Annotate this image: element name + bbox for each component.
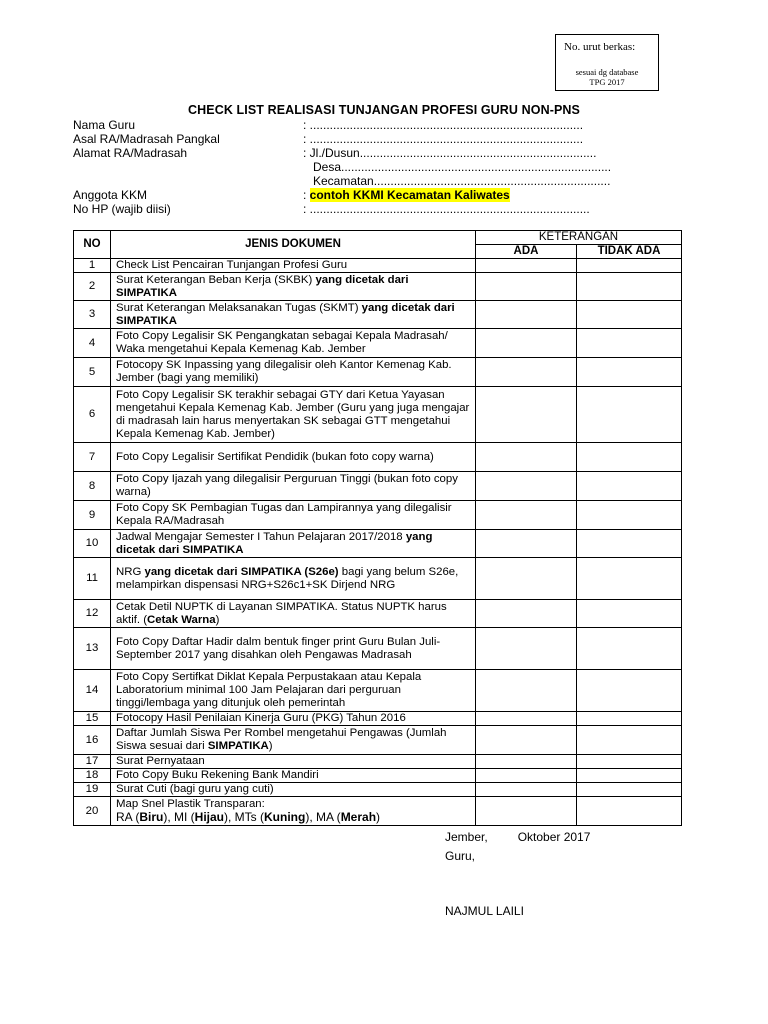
table-row [74, 600, 682, 628]
cell-tidak-ada[interactable] [577, 600, 682, 628]
hp-value: : .................................................................................... [303, 202, 590, 216]
cell-ada[interactable] [476, 670, 577, 712]
table-header-row [74, 231, 682, 245]
row-number: 11 [74, 558, 111, 600]
nama-value: : .................................................................................. [303, 118, 584, 132]
table-row [74, 501, 682, 530]
cell-ada[interactable] [476, 769, 577, 783]
header-jenis-dokumen: JENIS DOKUMEN [111, 231, 476, 259]
table-row [74, 329, 682, 358]
row-number: 18 [74, 769, 111, 783]
row-document [111, 358, 476, 387]
cell-tidak-ada[interactable] [577, 329, 682, 358]
cell-tidak-ada[interactable] [577, 769, 682, 783]
cell-tidak-ada[interactable] [577, 797, 682, 826]
row-document [111, 600, 476, 628]
row-text-bold: yang dicetak dari SIMPATIKA [116, 530, 433, 556]
row-text: Surat Keterangan Beban Kerja (SKBK) [116, 273, 316, 286]
cell-tidak-ada[interactable] [577, 628, 682, 670]
row-text: Foto Copy Legalisir SK Pengangkatan sebagai Kepala Madrasah/ Waka mengetahui Kepala Kemenag Kab. Jember [116, 330, 448, 355]
row-document [111, 712, 476, 726]
table-row [74, 670, 682, 712]
row-text-bold: yang dicetak dari SIMPATIKA [116, 273, 409, 299]
cell-ada[interactable] [476, 755, 577, 769]
cell-tidak-ada[interactable] [577, 273, 682, 301]
cell-ada[interactable] [476, 273, 577, 301]
row-number: 8 [74, 472, 111, 501]
row-text-tail: bagi yang belum S26e, melampirkan dispensasi NRG+S26c1+SK Dirjend NRG [116, 565, 459, 591]
cell-ada[interactable] [476, 329, 577, 358]
row-text: Foto Copy Daftar Hadir dalm bentuk finger print Guru Bulan Juli-September 2017 yang disahkan oleh Pengawas Madrasah [116, 635, 441, 661]
cell-tidak-ada[interactable] [577, 783, 682, 797]
file-number-note-line1: sesuai dg database [575, 67, 639, 77]
row-number: 6 [74, 387, 111, 443]
cell-ada[interactable] [476, 259, 577, 273]
row-number: 9 [74, 501, 111, 530]
table-row [74, 273, 682, 301]
cell-tidak-ada[interactable] [577, 670, 682, 712]
table-row [74, 387, 682, 443]
cell-tidak-ada[interactable] [577, 530, 682, 558]
row-number: 3 [74, 301, 111, 329]
row-document [111, 301, 476, 329]
table-row [74, 726, 682, 755]
cell-ada[interactable] [476, 558, 577, 600]
cell-tidak-ada[interactable] [577, 387, 682, 443]
kkm-prefix: : [303, 188, 310, 202]
row-number: 5 [74, 358, 111, 387]
file-number-note [556, 67, 658, 87]
header-ada: ADA [476, 245, 577, 259]
row-number: 20 [74, 797, 111, 826]
row-document [111, 501, 476, 530]
document-checklist-table [73, 230, 682, 826]
cell-ada[interactable] [476, 600, 577, 628]
row-text-bold: SIMPATIKA [207, 740, 269, 752]
row-document [111, 259, 476, 273]
row-document [111, 797, 476, 826]
alamat-label: Alamat RA/Madrasah [73, 146, 188, 160]
folder-end: ) [376, 810, 381, 824]
row-number: 7 [74, 443, 111, 472]
header-no: NO [74, 231, 111, 259]
folder-mts: ), MTs ( [224, 810, 265, 824]
table-row [74, 443, 682, 472]
row-text: Foto Copy Buku Rekening Bank Mandiri [116, 769, 319, 781]
row-number: 12 [74, 600, 111, 628]
folder-ra: RA ( [116, 810, 140, 824]
row-number: 16 [74, 726, 111, 755]
row-document [111, 726, 476, 755]
table-row [74, 783, 682, 797]
cell-ada[interactable] [476, 358, 577, 387]
file-number-box [555, 34, 659, 91]
alamat-value: : Jl./Dusun....................................................................... [303, 146, 597, 160]
row-text: Map Snel Plastik Transparan: [116, 798, 265, 810]
folder-ma-color: Merah [340, 810, 377, 824]
header-tidak-ada: TIDAK ADA [577, 245, 682, 259]
folder-ra-color: Biru [139, 810, 164, 824]
row-document [111, 769, 476, 783]
folder-colors-line [116, 811, 470, 824]
table-row [74, 472, 682, 501]
row-document [111, 670, 476, 712]
row-document [111, 273, 476, 301]
kkm-value-wrap [303, 188, 510, 202]
row-text: Foto Copy Legalisir SK terakhir sebagai GTY dari Ketua Yayasan mengetahui Kepala Kemenag Kab. Jember (Guru yang juga mengajar di madrasah lain harus menyertakan SK sebagai GTT mengetahui Kepala Kemenag Kab. Jember) [116, 388, 470, 440]
row-text: Jadwal Mengajar Semester I Tahun Pelajaran 2017/2018 [116, 530, 406, 543]
file-number-label: No. urut berkas: [564, 41, 636, 53]
row-number: 1 [74, 259, 111, 273]
cell-ada[interactable] [476, 301, 577, 329]
cell-ada[interactable] [476, 472, 577, 501]
table-row [74, 558, 682, 600]
cell-ada[interactable] [476, 443, 577, 472]
row-text-bold: yang dicetak dari SIMPATIKA [116, 301, 455, 327]
cell-ada[interactable] [476, 783, 577, 797]
row-text: Daftar Jumlah Siswa Per Rombel mengetahui Pengawas (Jumlah Siswa sesuai dari [116, 727, 447, 752]
row-document [111, 387, 476, 443]
table-row [74, 259, 682, 273]
folder-mi-color: Hijau [194, 810, 225, 824]
cell-ada[interactable] [476, 797, 577, 826]
row-number: 15 [74, 712, 111, 726]
document-title: CHECK LIST REALISASI TUNJANGAN PROFESI GURU NON-PNS [188, 103, 580, 117]
table-row [74, 797, 682, 826]
row-number: 19 [74, 783, 111, 797]
cell-tidak-ada[interactable] [577, 501, 682, 530]
hp-label: No HP (wajib diisi) [73, 202, 171, 216]
signature-name: NAJMUL LAILI [445, 904, 524, 918]
signature-role: Guru, [445, 849, 476, 863]
row-text: Foto Copy SK Pembagian Tugas dan Lampirannya yang dilegalisir Kepala RA/Madrasah [116, 502, 452, 527]
row-text: Surat Keterangan Melaksanakan Tugas (SKMT) [116, 301, 362, 314]
row-number: 10 [74, 530, 111, 558]
row-text-bold: yang dicetak dari SIMPATIKA (S26e) [144, 565, 339, 578]
folder-mi: ), MI ( [163, 810, 195, 824]
row-document [111, 558, 476, 600]
cell-ada[interactable] [476, 530, 577, 558]
cell-ada[interactable] [476, 501, 577, 530]
asal-label: Asal RA/Madrasah Pangkal [73, 132, 220, 146]
cell-ada[interactable] [476, 726, 577, 755]
cell-tidak-ada[interactable] [577, 472, 682, 501]
table-row [74, 712, 682, 726]
cell-ada[interactable] [476, 628, 577, 670]
row-number: 14 [74, 670, 111, 712]
kkm-label: Anggota KKM [73, 188, 148, 202]
row-text: Surat Cuti (bagi guru yang cuti) [116, 783, 274, 795]
header-keterangan: KETERANGAN [476, 231, 682, 245]
row-text-tail: ) [268, 740, 273, 752]
row-number: 2 [74, 273, 111, 301]
row-text-tail: ) [215, 613, 220, 626]
row-document [111, 783, 476, 797]
table-row [74, 301, 682, 329]
row-text: Foto Copy Legalisir Sertifikat Pendidik (bukan foto copy warna) [116, 450, 434, 463]
cell-tidak-ada[interactable] [577, 726, 682, 755]
row-number: 4 [74, 329, 111, 358]
signature-place-date: Jember, Oktober 2017 [445, 830, 591, 844]
row-text: NRG [116, 565, 145, 578]
folder-mts-color: Kuning [264, 810, 306, 824]
row-text: Fotocopy Hasil Penilaian Kinerja Guru (PKG) Tahun 2016 [116, 712, 406, 724]
file-number-note-line2: TPG 2017 [589, 77, 625, 87]
row-number: 13 [74, 628, 111, 670]
row-document [111, 472, 476, 501]
cell-tidak-ada[interactable] [577, 301, 682, 329]
row-text: Foto Copy Ijazah yang dilegalisir Perguruan Tinggi (bukan foto copy warna) [116, 473, 458, 498]
row-text: Fotocopy SK Inpassing yang dilegalisir oleh Kantor Kemenag Kab. Jember (bagi yang memiliki) [116, 359, 452, 384]
folder-ma: ), MA ( [305, 810, 341, 824]
nama-label: Nama Guru [73, 118, 136, 132]
kkm-value: contoh KKMI Kecamatan Kaliwates [309, 188, 510, 202]
row-text-bold: Cetak Warna [147, 613, 216, 626]
cell-tidak-ada[interactable] [577, 443, 682, 472]
row-document [111, 443, 476, 472]
cell-ada[interactable] [476, 712, 577, 726]
row-number: 17 [74, 755, 111, 769]
cell-tidak-ada[interactable] [577, 558, 682, 600]
table-row [74, 755, 682, 769]
table-row [74, 530, 682, 558]
row-text: Cetak Detil NUPTK di Layanan SIMPATIKA. Status NUPTK harus aktif. ( [116, 600, 447, 626]
cell-tidak-ada[interactable] [577, 755, 682, 769]
desa-value: Desa................................................................................. [313, 160, 612, 174]
row-document [111, 628, 476, 670]
row-text: Foto Copy Sertifkat Diklat Kepala Perpustakaan atau Kepala Laboratorium minimal 100 Jam Pelajaran dari perguruan tinggi/lembaga yang ditunjuk oleh pemerintah [116, 671, 422, 709]
row-text: Check List Pencairan Tunjangan Profesi Guru [116, 259, 348, 271]
cell-tidak-ada[interactable] [577, 259, 682, 273]
cell-ada[interactable] [476, 387, 577, 443]
table-row [74, 628, 682, 670]
kecamatan-value: Kecamatan....................................................................... [313, 174, 611, 188]
table-row [74, 358, 682, 387]
table-row [74, 769, 682, 783]
row-text: Surat Pernyataan [116, 755, 205, 767]
row-document [111, 329, 476, 358]
asal-value: : .................................................................................. [303, 132, 584, 146]
cell-tidak-ada[interactable] [577, 712, 682, 726]
cell-tidak-ada[interactable] [577, 358, 682, 387]
row-document [111, 530, 476, 558]
row-document [111, 755, 476, 769]
